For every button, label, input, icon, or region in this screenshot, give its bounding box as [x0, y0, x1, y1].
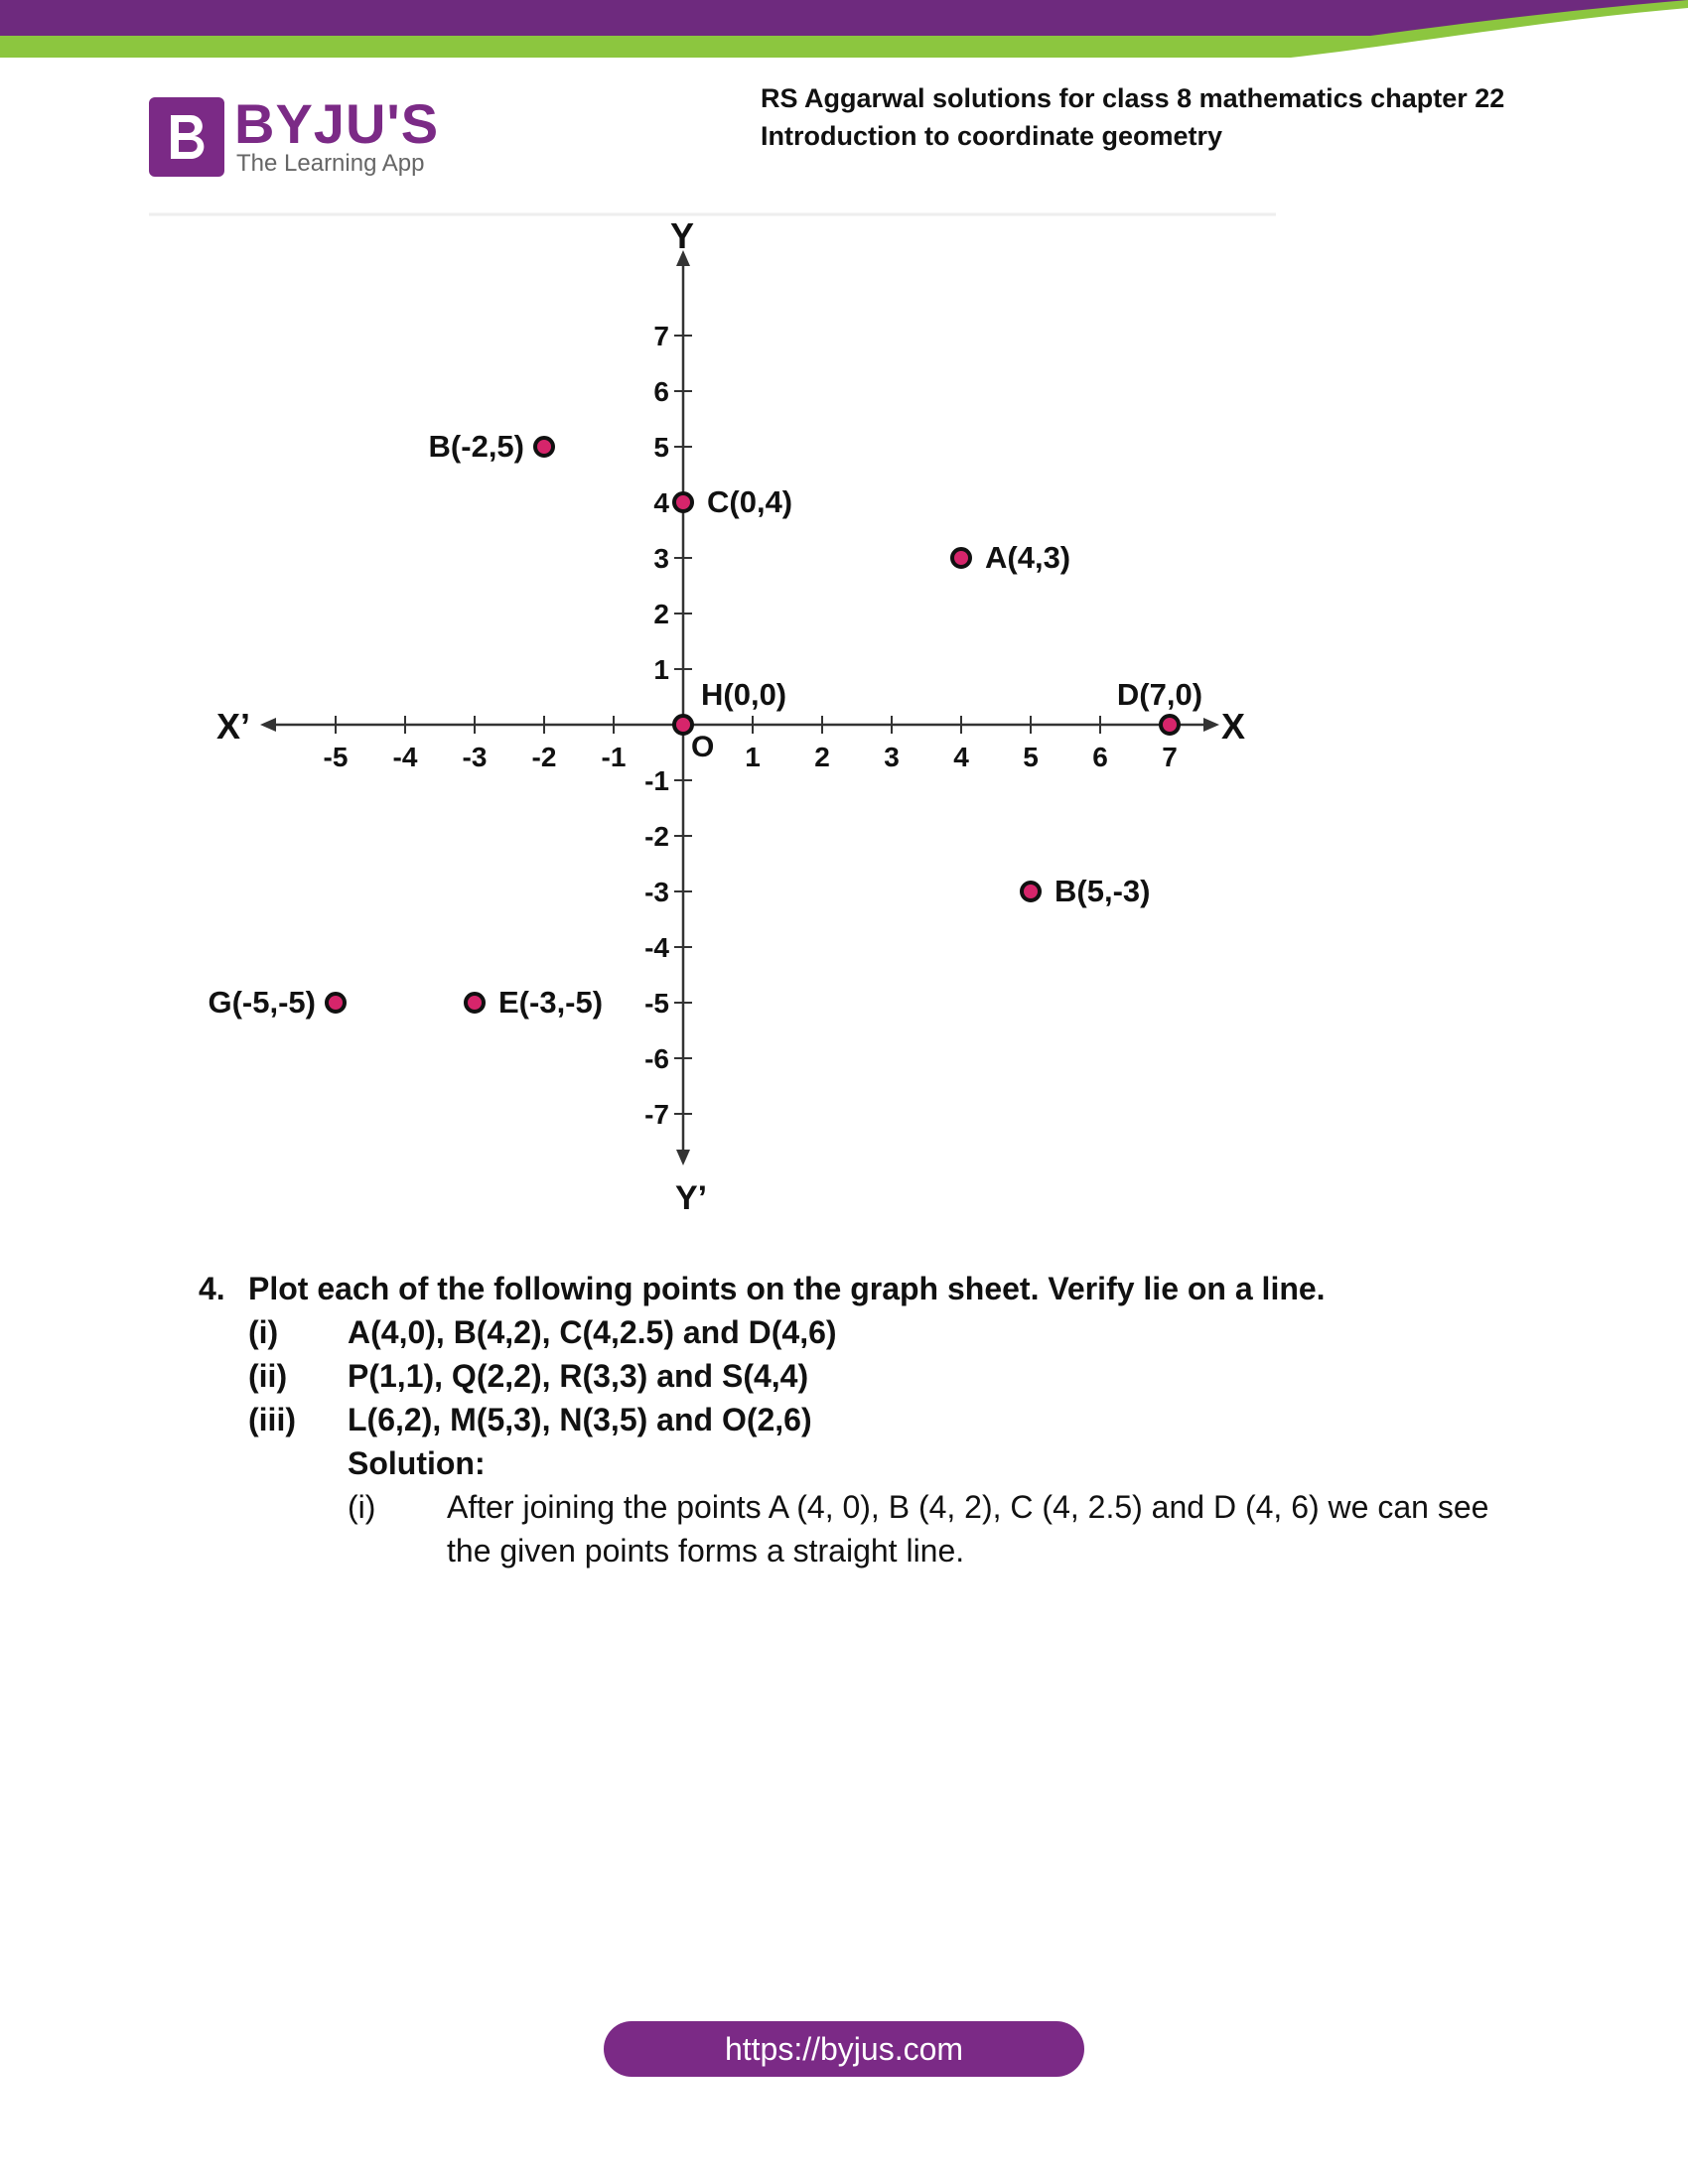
- question-number: 4.: [199, 1271, 225, 1306]
- point-label: E(-3,-5): [498, 985, 604, 1020]
- document-header: [761, 79, 1615, 155]
- plotted-point: [327, 994, 345, 1012]
- byjus-logo: [149, 92, 447, 181]
- y-tick-label: -3: [644, 877, 669, 907]
- y-tick-label: 2: [653, 599, 669, 629]
- x-tick-label: -4: [392, 742, 418, 772]
- y-tick-label: -4: [644, 932, 669, 963]
- y-axis-top-label: Y: [669, 215, 695, 256]
- y-tick-label: -6: [644, 1043, 669, 1074]
- y-tick-label: -7: [644, 1099, 669, 1130]
- y-tick-label: 7: [653, 321, 669, 351]
- coordinate-graph: [149, 212, 1291, 1225]
- question-block: [199, 1267, 1589, 1572]
- plotted-point: [1161, 716, 1179, 734]
- solution-row: [199, 1485, 1589, 1572]
- header-title-line2: Introduction to coordinate geometry: [761, 121, 1223, 151]
- y-tick-label: 1: [653, 654, 669, 685]
- question-heading: [199, 1267, 1589, 1310]
- header-title-line1: RS Aggarwal solutions for class 8 mathematics chapter 22: [761, 83, 1505, 113]
- plotted-point: [674, 493, 692, 511]
- y-tick-label: -1: [644, 765, 669, 796]
- plotted-point: [466, 994, 484, 1012]
- x-tick-label: 2: [814, 742, 830, 772]
- solution-title: Solution:: [348, 1445, 486, 1481]
- x-tick-label: -5: [323, 742, 349, 772]
- y-axis-bottom-label: Y’: [674, 1179, 708, 1217]
- footer-url-link[interactable]: https://byjus.com: [604, 2021, 1084, 2077]
- x-tick-label: 3: [884, 742, 900, 772]
- logo-b-icon: [149, 97, 224, 177]
- x-axis-right-label: X: [1221, 706, 1246, 747]
- point-label: D(7,0): [1116, 677, 1203, 712]
- solution-text: After joining the points A (4, 0), B (4, 2), C (4, 2.5) and D (4, 6) we can see the given points forms a straight line.: [447, 1489, 1489, 1569]
- top-banner: [0, 0, 1688, 60]
- x-tick-label: -2: [531, 742, 557, 772]
- part-label: (iii): [248, 1402, 296, 1437]
- part-label: (i): [248, 1314, 279, 1350]
- x-tick-label: 5: [1023, 742, 1039, 772]
- x-tick-label: 4: [953, 742, 969, 772]
- part-text: L(6,2), M(5,3), N(3,5) and O(2,6): [348, 1402, 812, 1437]
- x-axis-left-label: X’: [216, 706, 251, 747]
- brand-name: BYJU'S: [234, 92, 440, 155]
- point-label: A(4,3): [985, 540, 1071, 575]
- point-label: B(-2,5): [428, 429, 524, 464]
- x-tick-label: -1: [601, 742, 627, 772]
- x-tick-label: -3: [462, 742, 488, 772]
- y-tick-label: 6: [653, 376, 669, 407]
- y-tick-label: -2: [644, 821, 669, 852]
- question-part: [199, 1310, 1589, 1354]
- plotted-point: [1022, 883, 1040, 900]
- solution-number: (i): [348, 1489, 376, 1525]
- point-label: G(-5,-5): [208, 985, 316, 1020]
- part-text: A(4,0), B(4,2), C(4,2.5) and D(4,6): [348, 1314, 837, 1350]
- point-label: C(0,4): [707, 484, 793, 519]
- question-text: Plot each of the following points on the graph sheet. Verify lie on a line.: [248, 1271, 1326, 1306]
- brand-tagline: The Learning App: [236, 150, 425, 177]
- plotted-point: [952, 549, 970, 567]
- y-tick-label: 3: [653, 543, 669, 574]
- plotted-point: [535, 438, 553, 456]
- question-part: [199, 1398, 1589, 1441]
- part-text: P(1,1), Q(2,2), R(3,3) and S(4,4): [348, 1358, 809, 1394]
- point-label: B(5,-3): [1055, 874, 1151, 908]
- part-label: (ii): [248, 1358, 288, 1394]
- x-tick-label: 7: [1162, 742, 1178, 772]
- y-tick-label: 4: [653, 487, 669, 518]
- origin-label: O: [691, 731, 715, 763]
- x-tick-label: 6: [1092, 742, 1108, 772]
- y-tick-label: -5: [644, 988, 669, 1019]
- question-part: [199, 1354, 1589, 1398]
- y-tick-label: 5: [653, 432, 669, 463]
- plotted-point: [674, 716, 692, 734]
- x-tick-label: 1: [745, 742, 761, 772]
- point-label: H(0,0): [701, 677, 787, 712]
